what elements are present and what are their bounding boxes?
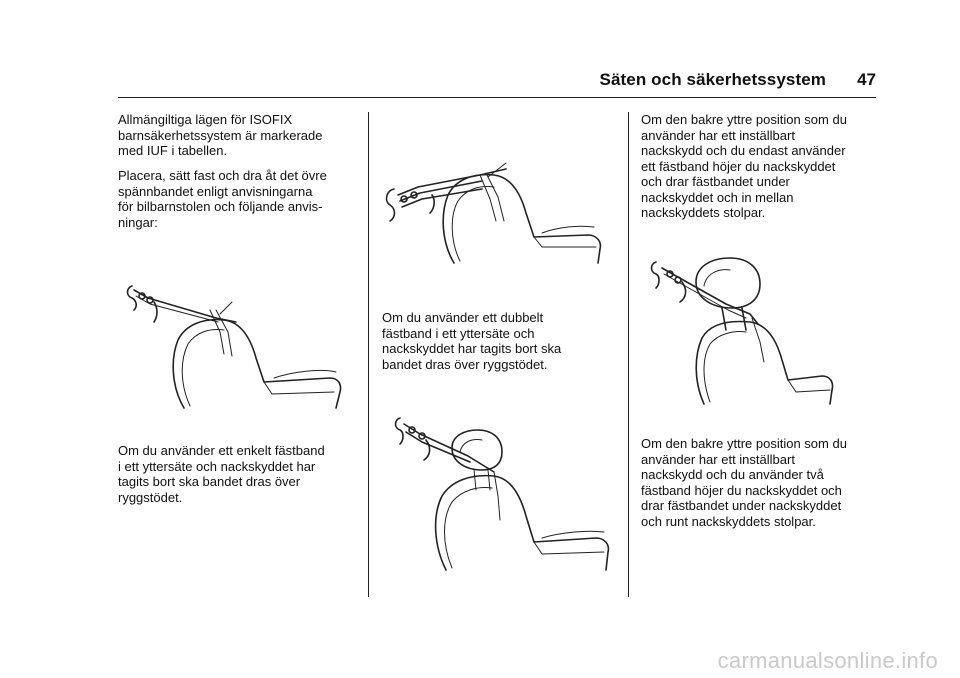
double-tether-paragraph: Om du använder ett dubbelt fästband i ett yttersäte och nackskyddet har tagits bort ska bandet dras över ryggstödet.: [382, 310, 562, 372]
header-divider: [118, 97, 876, 98]
single-tether-seat-illustration: [124, 280, 352, 410]
column-divider-left: [368, 112, 369, 597]
double-tether-seat-illustration: [378, 155, 608, 265]
page-section-title: Säten och säkerhetssystem: [599, 70, 826, 89]
single-tether-paragraph: Om du använder ett enkelt fästband i ett yttersäte och nackskyddet har tagits bort ska bandet dras över ryggstödet.: [118, 443, 325, 505]
tether-instructions-paragraph: Placera, sätt fast och dra åt det övre spännbandet enligt anvisningarna för bilbarnstolen och följande anvis- ningar:: [118, 168, 327, 230]
single-tether-headrest-paragraph: Om den bakre yttre position som du använder har ett inställbart nackskydd och du endast använder ett fästband höjer du nackskyddet och drar fästbandet under nackskyddet och in mellan nackskyddets stolpar.: [641, 112, 847, 220]
isofix-positions-paragraph: Allmängiltiga lägen för ISOFIX barnsäkerhetssystem är markerade med IUF i tabellen.: [118, 112, 323, 158]
watermark: carmanualsonline.info: [717, 648, 938, 673]
single-tether-headrest-illustration: [646, 252, 836, 407]
double-tether-headrest-paragraph: Om den bakre yttre position som du använder har ett inställbart nackskydd och du använder två fästband höjer du nackskyddet och drar fästbandet under nackskyddet och runt nackskyddets stolpar.: [641, 436, 847, 529]
headrest-removed-seat-illustration: [390, 412, 620, 572]
page-number: 47: [857, 70, 876, 89]
column-divider-right: [628, 112, 629, 597]
